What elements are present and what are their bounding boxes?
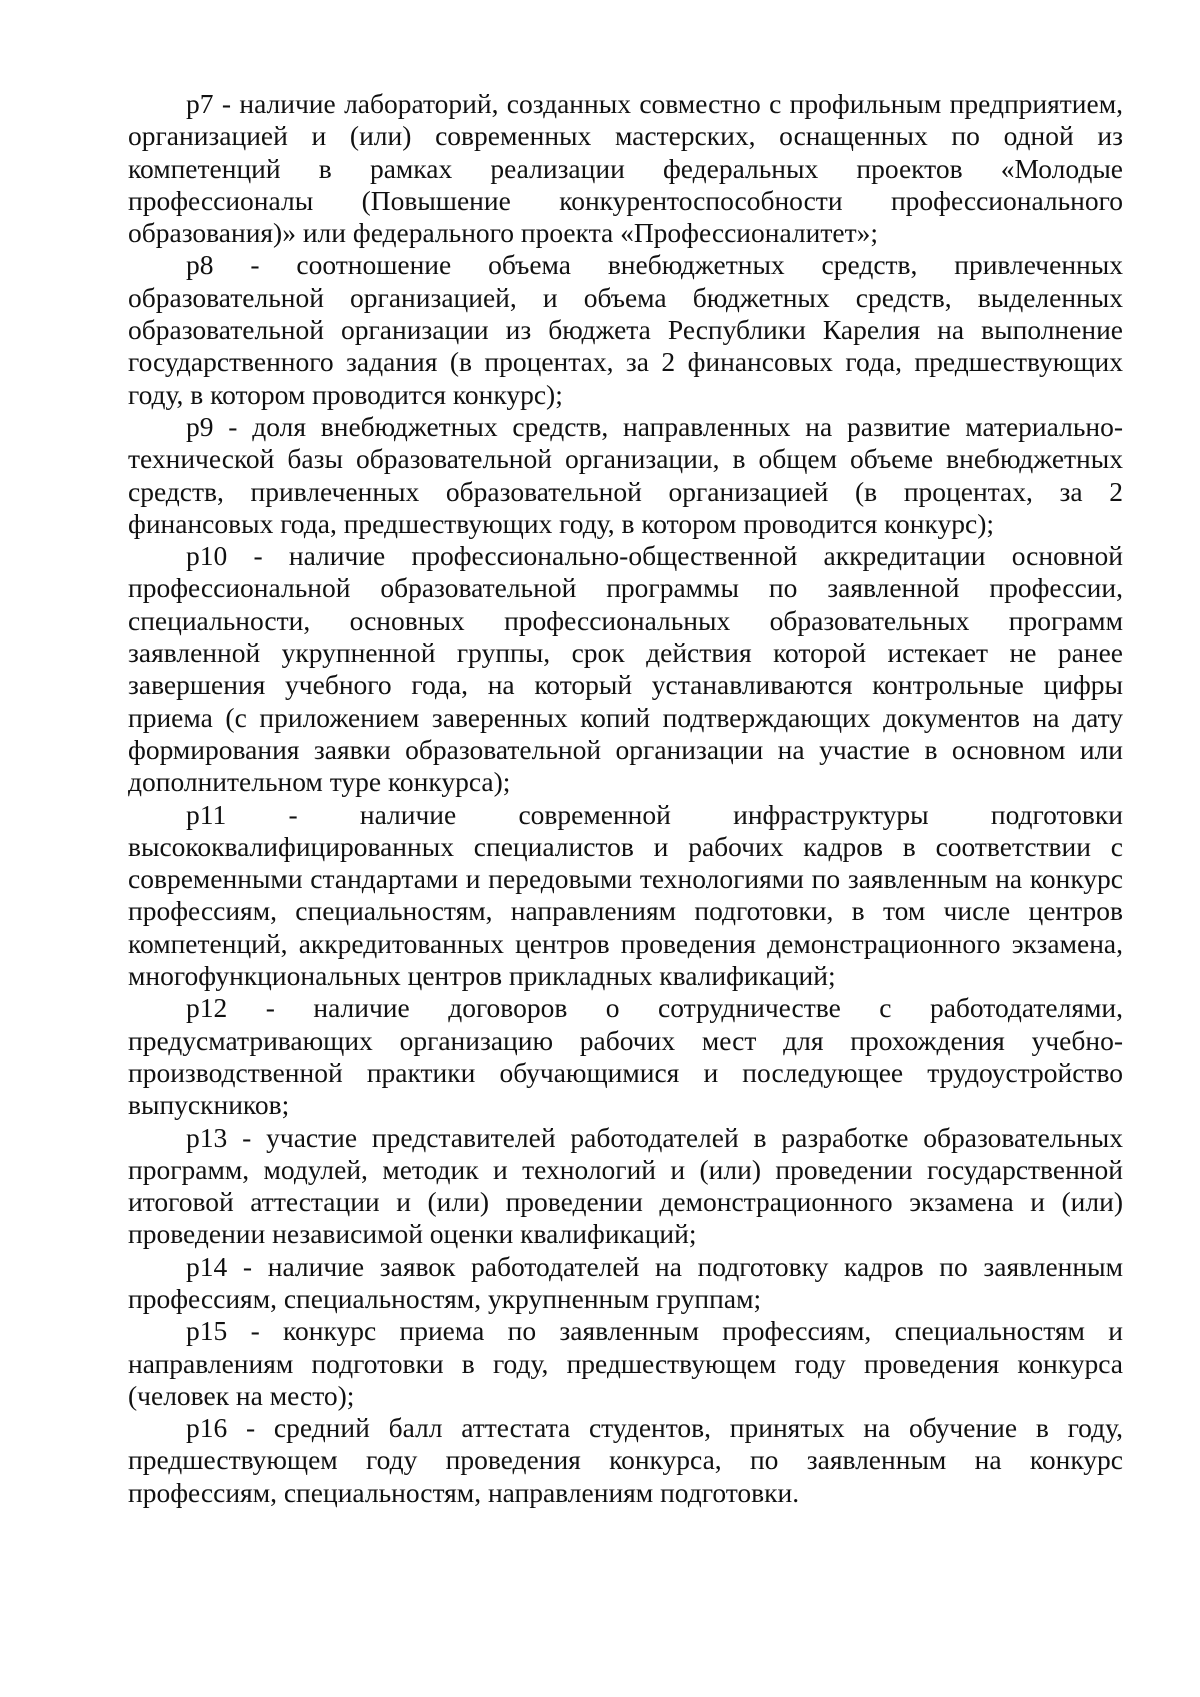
criterion-p9-paragraph: р9 - доля внебюджетных средств, направленных на развитие материально-технической базы образовательной организации, в общем объеме внебюджетных средств, привлеченных образовательной организацией (в процентах, за 2 финансовых года, предшествующих году, в котором проводится конкурс); bbox=[128, 410, 1123, 539]
criterion-p16-paragraph: р16 - средний балл аттестата студентов, принятых на обучение в году, предшествующем году проведения конкурса, по заявленным на конкурс профессиям, специальностям, направлениям подготовки. bbox=[128, 1412, 1123, 1508]
criterion-p11-paragraph: р11 - наличие современной инфраструктуры подготовки высококвалифицированных специалистов и рабочих кадров в соответствии с современными стандартами и передовыми технологиями по заявленным на конкурс профессиям, специальностям, направлениям подготовки, в том числе центров компетенций, аккредитованных центров проведения демонстрационного экзамена, многофункциональных центров прикладных квалификаций; bbox=[128, 798, 1123, 992]
document-body bbox=[128, 88, 1123, 1509]
criterion-p8-paragraph: р8 - соотношение объема внебюджетных средств, привлеченных образовательной организацией, и объема бюджетных средств, выделенных образовательной организации из бюджета Республики Карелия на выполнение государственного задания (в процентах, за 2 финансовых года, предшествующих году, в котором проводится конкурс); bbox=[128, 249, 1123, 410]
criterion-p10-paragraph: р10 - наличие профессионально-общественной аккредитации основной профессиональной образовательной программы по заявленной профессии, специальности, основных профессиональных образовательных программ заявленной укрупненной группы, срок действия которой истекает не ранее завершения учебного года, на который устанавливаются контрольные цифры приема (с приложением заверенных копий подтверждающих документов на дату формирования заявки образовательной организации на участие в основном или дополнительном туре конкурса); bbox=[128, 540, 1123, 798]
criterion-p13-paragraph: р13 - участие представителей работодателей в разработке образовательных программ, модулей, методик и технологий и (или) проведении государственной итоговой аттестации и (или) проведении демонстрационного экзамена и (или) проведении независимой оценки квалификаций; bbox=[128, 1121, 1123, 1250]
criterion-p14-paragraph: р14 - наличие заявок работодателей на подготовку кадров по заявленным профессиям, специальностям, укрупненным группам; bbox=[128, 1250, 1123, 1314]
criterion-p15-paragraph: р15 - конкурс приема по заявленным профессиям, специальностям и направлениям подготовки в году, предшествующем году проведения конкурса (человек на место); bbox=[128, 1315, 1123, 1411]
criterion-p12-paragraph: р12 - наличие договоров о сотрудничестве с работодателями, предусматривающих организацию рабочих мест для прохождения учебно-производственной практики обучающимися и последующее трудоустройство выпускников; bbox=[128, 992, 1123, 1121]
criterion-p7-paragraph: р7 - наличие лабораторий, созданных совместно с профильным предприятием, организацией и (или) современных мастерских, оснащенных по одной из компетенций в рамках реализации федеральных проектов «Молодые профессионалы (Повышение конкурентоспособности профессионального образования)» или федерального проекта «Профессионалитет»; bbox=[128, 88, 1123, 249]
